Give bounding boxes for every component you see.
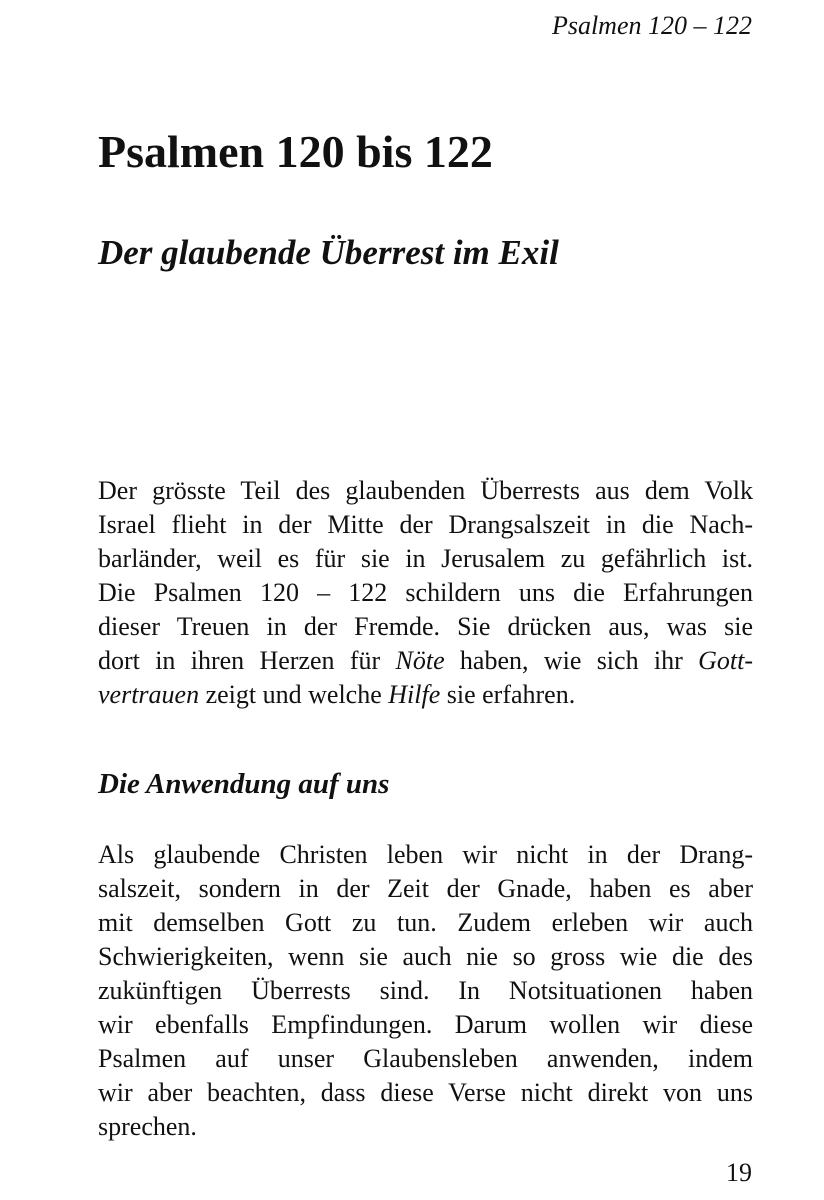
text-run: zeigt und welche [199, 680, 389, 709]
paragraph-line: Israel flieht in der Mitte der Drangsalszeit in die Nach- [98, 510, 753, 539]
text-run: haben, wie sich ihr [444, 646, 699, 675]
emphasis-vertrauen: vertrauen [98, 680, 200, 709]
paragraph-line: wir ebenfalls Empfindungen. Darum wollen wir diese [98, 1010, 753, 1039]
running-head: Psalmen 120 – 122 [551, 11, 752, 40]
paragraph-line: wir aber beachten, dass diese Verse nicht direkt von uns [98, 1078, 753, 1107]
paragraph-line: Als glaubende Christen leben wir nicht in der Drang- [98, 840, 753, 869]
text-run: dort in ihren Herzen für [98, 646, 396, 675]
chapter-subtitle: Der glaubende Überrest im Exil [98, 233, 559, 272]
paragraph-line: sprechen. [98, 1112, 197, 1141]
paragraph-line: salszeit, sondern in der Zeit der Gnade, haben es aber [98, 874, 753, 903]
emphasis-noete: Nöte [395, 646, 445, 675]
paragraph-line: mit demselben Gott zu tun. Zudem erleben wir auch [98, 908, 753, 937]
page-number: 19 [726, 1158, 752, 1187]
paragraph-line: Schwierigkeiten, wenn sie auch nie so gross wie die des [98, 942, 753, 971]
emphasis-hilfe: Hilfe [388, 680, 441, 709]
paragraph-line: dieser Treuen in der Fremde. Sie drücken aus, was sie [98, 612, 753, 641]
chapter-title: Psalmen 120 bis 122 [98, 126, 493, 177]
paragraph-line [98, 678, 753, 712]
paragraph-line [98, 644, 753, 678]
emphasis-gott: Gott- [698, 646, 753, 675]
text-run: sie erfahren. [440, 680, 576, 709]
paragraph-line: Der grösste Teil des glaubenden Überrests aus dem Volk [98, 476, 753, 505]
paragraph-line: barländer, weil es für sie in Jerusalem zu gefährlich ist. [98, 544, 753, 573]
application-paragraph [98, 838, 753, 1144]
section-heading: Die Anwendung auf uns [98, 768, 390, 800]
paragraph-line: Psalmen auf unser Glaubensleben anwenden, indem [98, 1044, 753, 1073]
paragraph-line: zukünftigen Überrests sind. In Notsituationen haben [98, 976, 753, 1005]
intro-paragraph [98, 474, 753, 712]
paragraph-line: Die Psalmen 120 – 122 schildern uns die Erfahrungen [98, 578, 753, 607]
